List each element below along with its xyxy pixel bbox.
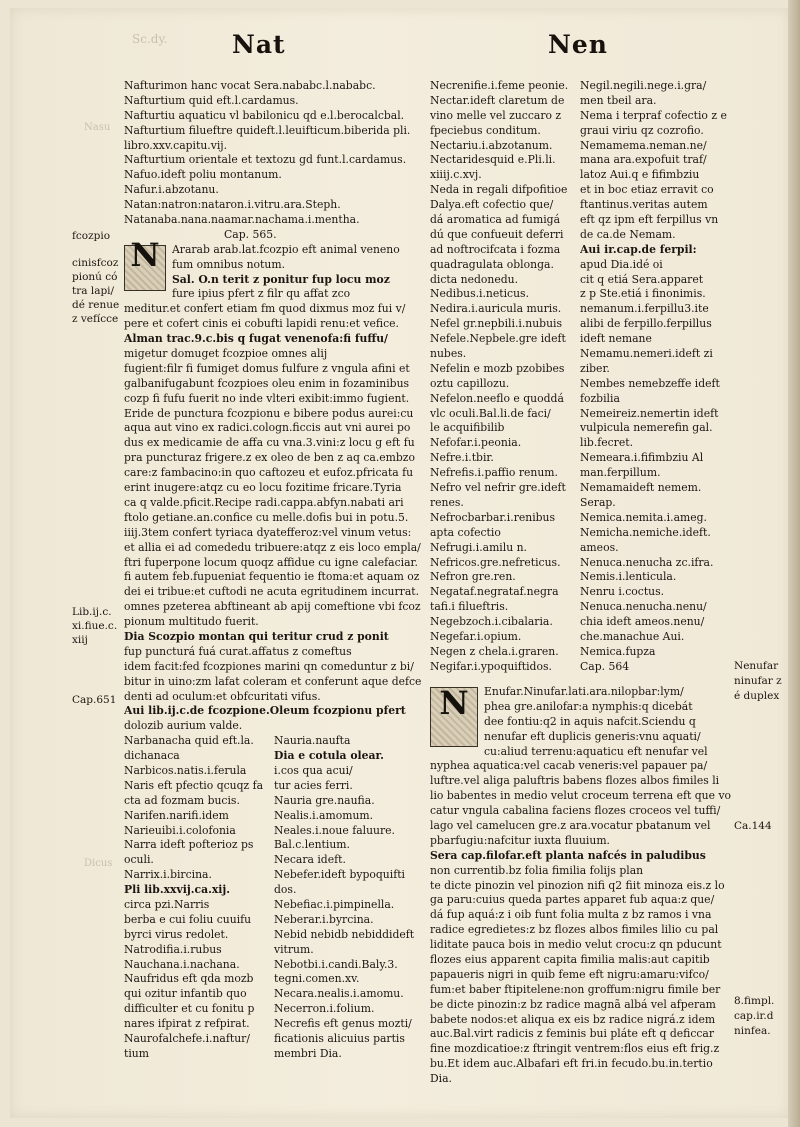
text-line: ameos. (580, 540, 619, 554)
chapter-marker: Cap. 565. (224, 227, 277, 241)
text-line: meditur.et confert etiam fm quod dixmus moz fui v/ (124, 302, 406, 316)
text-line: Narrix.i.bircina. (124, 868, 212, 882)
text-line: ftri fuperpone locum quoqz affidue cu igne calefaciar. (124, 555, 418, 569)
text-line: Natan:natron:nataron.i.vitru.ara.Steph. (124, 198, 341, 212)
text-line: migetur domuget fcozpioe omnes alij (124, 347, 328, 361)
margin-note-left: xi.fiue.c. (72, 620, 118, 632)
text-line: pionum multitudo fuerit. (124, 615, 259, 629)
text-line: pra puncturaz frigere.z ex oleo de ben z aq ca.embzo (124, 451, 415, 465)
text-line: Ararab arab.lat.fcozpio eft animal veneno (172, 242, 400, 256)
text-line: cu:aliud terrenu:aquaticu eft nenufar vel (484, 744, 708, 758)
text-line: Narbicos.natis.i.ferula (124, 763, 247, 777)
text-line: dolozib aurium valde. (124, 719, 243, 733)
running-head-right: Nen (548, 30, 608, 59)
text-line: Eride de punctura fcozpionu e bibere podus aurei:cu (124, 406, 414, 420)
margin-note-left: Lib.ij.c. (72, 606, 112, 618)
text-line: Nefro vel nefrir gre.ideft (430, 481, 566, 495)
margin-note-left: tra lapi/ (72, 285, 115, 297)
text-line: Nectar.ideft claretum de (430, 93, 565, 107)
text-line: Nectariu.i.abzotanum. (430, 138, 553, 152)
text-line: pbarfugiu:nafcitur iuxta fluuium. (430, 833, 610, 847)
text-line: renes. (430, 495, 464, 509)
text-line: Necerron.i.folium. (274, 1002, 375, 1016)
middle-text-column (430, 79, 578, 675)
text-line: difficulter et cu fonitu p (124, 1002, 255, 1016)
text-line: Naufridus eft qda mozb (124, 972, 254, 986)
text-line: Cap. 564 (580, 659, 630, 673)
text-line: Neberar.i.byrcina. (274, 912, 374, 926)
text-line: Narra ideft pofterioz ps (124, 838, 254, 852)
page-edge (788, 0, 800, 1127)
text-line: Nealis.i.amomum. (274, 808, 374, 822)
text-line: latoz Aui.q e fifimbziu (580, 168, 700, 182)
text-line: Nemeireiz.nemertin ideft (580, 406, 719, 420)
text-line: tegni.comen.xv. (274, 972, 360, 986)
text-line: Nenuca.nenucha zc.ifra. (580, 555, 714, 569)
text-line: dus ex medicamie de affa cu vna.3.vini:z locu g eft fu (124, 436, 415, 450)
text-line: Nectaridesquid e.Pli.li. (430, 153, 556, 167)
margin-note-right: ninfea. (734, 1025, 771, 1037)
text-line: Sal. O.n terit z ponitur fup locu moz (172, 272, 390, 286)
text-line: Nefrugi.i.amilu n. (430, 540, 527, 554)
text-line: Negil.negili.nege.i.gra/ (580, 79, 707, 92)
text-line: Narbanacha quid eft.la. (124, 734, 254, 748)
text-line: man.ferpillum. (580, 466, 661, 480)
text-line: bitur in uino:zm lafat coleram et conferunt aque defce (124, 674, 422, 688)
text-line: galbanifugabunt fcozpioes oleu enim in fozaminibus (124, 376, 410, 390)
text-line: Neda in regali difpofitioe (430, 183, 568, 197)
text-line: alibi de ferpillo.ferpillus (580, 317, 712, 331)
text-line: Dia e cotula olear. (274, 749, 384, 763)
text-line: byrci virus redolet. (124, 927, 229, 941)
text-line: Negebzoch.i.cibalaria. (430, 615, 553, 629)
text-line: Nemeara.i.fifimbziu Al (580, 451, 704, 465)
text-line: te dicte pinozin vel pinozion nifi q2 fiit minoza eis.z lo (430, 878, 725, 892)
text-line: Bal.c.lentium. (274, 838, 350, 852)
text-line: ca q valde.pficit.Recipe radi.cappa.abfyn.nabati ari (124, 495, 404, 509)
text-line: z p Ste.etiá i finonimis. (580, 287, 706, 301)
text-line: Nefelon.neeflo e quoddá (430, 391, 564, 405)
text-line: che.manachue Aui. (580, 629, 685, 643)
text-line: oztu capillozu. (430, 376, 510, 390)
text-line: denti ad oculum:et obfcuritati vifus. (124, 689, 321, 703)
text-line: dá aromatica ad fumigá (430, 213, 561, 227)
text-line: fure ipius pfert z filr qu affat zco (172, 287, 351, 301)
text-line: fum omnibus notum. (172, 257, 286, 271)
text-line: men tbeil ara. (580, 93, 657, 107)
text-line: fugient:filr fi fumiget domus fulfure z vngula afini et (124, 361, 410, 375)
text-line: fozbilia (580, 391, 620, 405)
decorated-initial: N (430, 687, 478, 747)
text-line: Negataf.negrataf.negra (430, 585, 559, 599)
text-line: Nafturtium quid eft.l.cardamus. (124, 93, 299, 107)
bleed-through-text: Sc.dy. (132, 32, 168, 46)
text-line: dá fup aquá:z i oib funt folia multa z bz ramos i vna (430, 908, 712, 922)
text-line: lago vel camelucen gre.z ara.vocatur pbatanum vel (430, 819, 711, 833)
text-line: ficationis alicuius partis (274, 1032, 405, 1045)
sub-column-right (274, 734, 424, 1062)
text-line: fine mozdicatioe:z ftringit ventrem:flos eius eft frig.z (430, 1042, 720, 1056)
text-line: nemanum.i.ferpillu3.ite (580, 302, 709, 316)
text-line: Dalya.eft cofectio que/ (430, 198, 554, 212)
text-line: Nemamema.neman.ne/ (580, 138, 707, 152)
text-line: cozp fi fufu fuerit no inde vlteri exibit:immo fugient. (124, 391, 410, 405)
text-line: Nefre.i.tbir. (430, 451, 494, 465)
text-line: membri Dia. (274, 1046, 342, 1060)
text-line: erint inugere:atqz cu eo locu fozitime fricare.Tyria (124, 481, 402, 495)
text-line: Sera cap.filofar.eft planta nafcés in paludibus (430, 848, 706, 862)
text-line: Negen z chela.i.graren. (430, 644, 559, 658)
text-line: idem facit:fed fcozpiones marini qn comeduntur z bi/ (124, 659, 414, 673)
text-line: papaueris nigri in quib feme eft nigru:amaru:vifco/ (430, 967, 709, 981)
text-line: radice egredietes:z bz flozes albos fimiles lilio cu pal (430, 923, 719, 937)
text-line: Nedibus.i.neticus. (430, 287, 530, 301)
bleed-through-text: Nasu (84, 122, 111, 133)
text-line: ftolo getiane.an.confice cu melle.dofis bui in potu.5. (124, 510, 409, 524)
text-line: Nebotbi.i.candi.Baly.3. (274, 957, 398, 971)
text-line: fup puncturá fuá curat.affatus z comeftus (124, 644, 352, 658)
text-line: Aui lib.ij.c.de fcozpione.Oleum fcozpionu pfert (124, 704, 406, 718)
text-line: lio babentes in medio velut croceum terrena eft que vo (430, 789, 732, 803)
text-line: chia ideft ameos.nenu/ (580, 615, 705, 629)
text-line: Nenuca.nenucha.nenu/ (580, 600, 707, 614)
text-line: Alman trac.9.c.bis q fugat venenofa:fi fuffu/ (124, 332, 388, 346)
text-line: Nemicha.nemiche.ideft. (580, 525, 711, 539)
text-line: Nefrocbarbar.i.renibus (430, 510, 556, 524)
text-line: Narieuibi.i.colofonia (124, 823, 236, 837)
text-line: Dia Scozpio montan qui teritur crud z ponit (124, 629, 389, 643)
text-line: Nafturtium filueftre quideft.l.leuifticum.biberida pli. (124, 123, 411, 137)
text-line: eft qz ipm eft ferpillus vn (580, 213, 719, 227)
text-line: nenufar eft duplicis generis:vnu aquati/ (484, 729, 701, 743)
margin-note-right: Nenufar (734, 660, 779, 672)
text-line: lib.fecret. (580, 436, 634, 450)
margin-note-right: ninufar z (734, 675, 782, 687)
text-line: Nebid nebidb nebiddideft (274, 927, 415, 941)
text-line: Nauria.naufta (274, 734, 351, 748)
text-line: Necara ideft. (274, 853, 346, 867)
margin-note-left: cinisfcoz (72, 257, 119, 269)
text-line: Nema i terpraf cofectio z e (580, 108, 727, 122)
text-line: xiiij.c.xvj. (430, 168, 482, 182)
text-line: dos. (274, 883, 297, 897)
text-line: mana ara.expofuit traf/ (580, 153, 707, 167)
text-line: de ca.de Nemam. (580, 227, 676, 241)
aui-block (124, 704, 424, 734)
text-line: Nauria gre.naufia. (274, 793, 375, 807)
right-text-column (580, 79, 730, 675)
text-line: Necrenifie.i.feme peonie. (430, 79, 569, 92)
text-line: ad noftrocifcata i fozma (430, 242, 561, 256)
running-head-left: Nat (232, 30, 286, 59)
text-line: tur acies ferri. (274, 778, 353, 792)
text-line: fpeciebus conditum. (430, 123, 541, 137)
text-line: Nauchana.i.nachana. (124, 957, 240, 971)
margin-note-left: fcozpio (72, 230, 111, 242)
text-line: vitrum. (274, 942, 314, 956)
text-line: iiij.3tem confert tyriaca dyatefferoz:vel vinum vetus: (124, 525, 412, 539)
margin-note-left: dé renue (72, 299, 120, 311)
text-line: aqua aut vino ex radici.cologn.ficcis aut vni aurei po (124, 421, 411, 435)
decorated-initial: N (124, 245, 166, 291)
text-line: Natanaba.nana.naamar.nachama.i.mentha. (124, 213, 360, 227)
text-line: le acquifibilib (430, 421, 505, 435)
text-line: Naurofalchefe.i.naftur/ (124, 1032, 250, 1045)
text-line: Narifen.narifi.idem (124, 808, 229, 822)
text-line: luftre.vel aliga paluftris babens flozes albos fimiles li (430, 774, 720, 788)
text-line: berba e cui foliu cuuifu (124, 912, 252, 926)
margin-note-left: pionú có (72, 271, 118, 283)
sub-column-left (124, 734, 274, 1062)
text-line: ftantinus.veritas autem (580, 198, 708, 212)
text-line: Nedira.i.auricula muris. (430, 302, 562, 316)
text-line: Negefar.i.opium. (430, 629, 522, 643)
text-line: tium (124, 1046, 149, 1060)
text-line: Nenru i.coctus. (580, 585, 665, 599)
margin-note-left: Cap.651 (72, 694, 117, 706)
text-line: fi autem feb.fupueniat fequentio ie ftoma:et aquam oz (124, 570, 420, 584)
nenufar-entry (430, 685, 732, 1087)
text-line: circa pzi.Narris (124, 897, 210, 911)
text-line: dee fontiu:q2 in aquis nafcit.Sciendu q (484, 714, 696, 728)
text-line: nubes. (430, 347, 467, 361)
text-line: Nafur.i.abzotanu. (124, 183, 219, 197)
text-line: liditate pauca bois in medio velut crocu:z qn pducunt (430, 938, 722, 952)
margin-note-right: 8.fimpl. (734, 995, 775, 1007)
text-line: ziber. (580, 361, 610, 375)
text-line: dichanaca (124, 749, 180, 763)
text-line: Nemica.nemita.i.ameg. (580, 510, 707, 524)
text-line: fum:et baber ftipitelene:non groffum:nigru fimile ber (430, 982, 721, 996)
text-line: Nafuo.ideft poliu montanum. (124, 168, 282, 182)
text-line: Nemamaideft nemem. (580, 481, 702, 495)
text-line: dei ei tribue:et cuftodi ne acuta egritudinem incurrat. (124, 585, 420, 599)
text-line: Nafturtium orientale et textozu gd funt.l.cardamus. (124, 153, 407, 167)
text-line: oculi. (124, 853, 154, 867)
text-line: ga paru:cuius queda partes apparet fub aqua:z que/ (430, 893, 715, 907)
dia-block (124, 630, 424, 704)
text-line: ideft nemane (580, 332, 652, 346)
text-line: Negifar.i.ypoquiftidos. (430, 659, 552, 673)
text-line: care:z fambacino:in quo caftozeu et eufoz.pfricata fu (124, 466, 414, 480)
text-line: Nemica.fupza (580, 644, 656, 658)
text-line: Nemis.i.lenticula. (580, 570, 677, 584)
text-line: Nemamu.nemeri.ideft zi (580, 347, 713, 361)
text-line: Nefelin e mozb pzobibes (430, 361, 565, 375)
text-line: Nefele.Nepbele.gre ideft (430, 332, 566, 346)
text-line: auc.Bal.virt radicis z feminis bui pláte eft q deficcar (430, 1027, 715, 1041)
text-line: Nefrefis.i.paffio renum. (430, 466, 558, 480)
margin-note-left: z vefícce (72, 313, 119, 325)
margin-note-right: é duplex (734, 690, 780, 702)
text-line: Nafturimon hanc vocat Sera.nababc.l.nababc. (124, 79, 376, 92)
text-line: pere et cofert cinis ei cobufti lapidi renu:et vefice. (124, 317, 399, 331)
text-line: babete nodos:et aliqua ex eis bz radice nigrá.z idem (430, 1012, 716, 1026)
text-line: Nafturtiu aquaticu vl babilonicu qd e.l.berocalcbal. (124, 108, 405, 122)
text-line: Necrefis eft genus mozti/ (274, 1017, 412, 1031)
text-line: Nefel gr.nepbili.i.nubuis (430, 317, 563, 331)
text-line: i.cos qua acui/ (274, 763, 353, 777)
text-line: apud Dia.idé oi (580, 257, 663, 271)
text-line: phea gre.anilofar:a nymphis:q dicebát (484, 699, 693, 713)
text-line: Neales.i.noue faluure. (274, 823, 395, 837)
scorpio-entry (124, 235, 424, 332)
text-line: Nebefiac.i.pimpinella. (274, 897, 395, 911)
text-line: libro.xxv.capitu.vij. (124, 138, 228, 152)
text-line: Serap. (580, 495, 616, 509)
text-line: Nefofar.i.peonia. (430, 436, 522, 450)
text-line: omnes pzeterea abftineant ab apij comeftione vbi fcoz (124, 600, 421, 614)
text-line: cit q etiá Sera.apparet (580, 272, 704, 286)
text-line: Dia. (430, 1072, 452, 1086)
text-line: Nefricos.gre.nefreticus. (430, 555, 561, 569)
text-line: cta ad fozmam bucis. (124, 793, 240, 807)
text-line: vlc oculi.Bal.li.de faci/ (430, 406, 551, 420)
margin-note-right: cap.ir.d (734, 1010, 774, 1022)
text-line: Natrodifia.i.rubus (124, 942, 222, 956)
text-line: Necara.nealis.i.amomu. (274, 987, 404, 1001)
text-line: et allia ei ad comededu tribuere:atqz z eis loco empla/ (124, 540, 421, 554)
text-line: Naris eft pfectio qcuqz fa (124, 778, 264, 792)
text-line: vulpicula nemerefin gal. (580, 421, 713, 435)
text-line: Pli lib.xxvij.ca.xij. (124, 883, 231, 897)
text-line: qui ozitur infantib quo (124, 987, 247, 1001)
text-line: tafi.i filueftris. (430, 600, 509, 614)
text-line: dú que confueuit deferri (430, 227, 564, 241)
text-line: be dicte pinozin:z bz radice magnã albá vel afperam (430, 997, 716, 1011)
text-line: vino melle vel zuccaro z (430, 108, 562, 122)
text-line: Aui ir.cap.de ferpil: (580, 242, 697, 256)
text-line: Enufar.Ninufar.lati.ara.nilopbar:lym/ (484, 685, 684, 698)
text-line: nyphea aquatica:vel cacab veneris:vel papauer pa/ (430, 759, 708, 773)
margin-note-left: xiij (72, 634, 88, 646)
text-line: bu.Et idem auc.Albafari eft fri.in fecudo.bu.in.tertio (430, 1057, 713, 1071)
text-line: Nembes nemebzeffe ideft (580, 376, 720, 390)
text-line: quadragulata oblonga. (430, 257, 554, 271)
text-line: flozes eius apparent capita fimilia malis:aut capitib (430, 953, 710, 967)
left-text-column (124, 79, 424, 1062)
text-line: Nefron gre.ren. (430, 570, 516, 584)
text-line: graui viriu qz cozrofio. (580, 123, 704, 137)
alman-block (124, 332, 424, 630)
entries-block (124, 79, 424, 228)
bleed-through-text: Dicus (84, 858, 113, 869)
text-line: nares ifpirat z refpirat. (124, 1017, 250, 1031)
margin-note-right: Ca.144 (734, 820, 772, 832)
text-line: catur vngula cabalina faciens flozes croceos vel tuffi/ (430, 804, 721, 818)
text-line: Nebefer.ideft bypoquifti (274, 868, 405, 882)
text-line: et in boc etiaz erravit co (580, 183, 714, 197)
text-line: apta cofectio (430, 525, 501, 539)
text-line: non currentib.bz folia fimilia folijs plan (430, 863, 644, 877)
text-line: dicta nedonedu. (430, 272, 519, 286)
